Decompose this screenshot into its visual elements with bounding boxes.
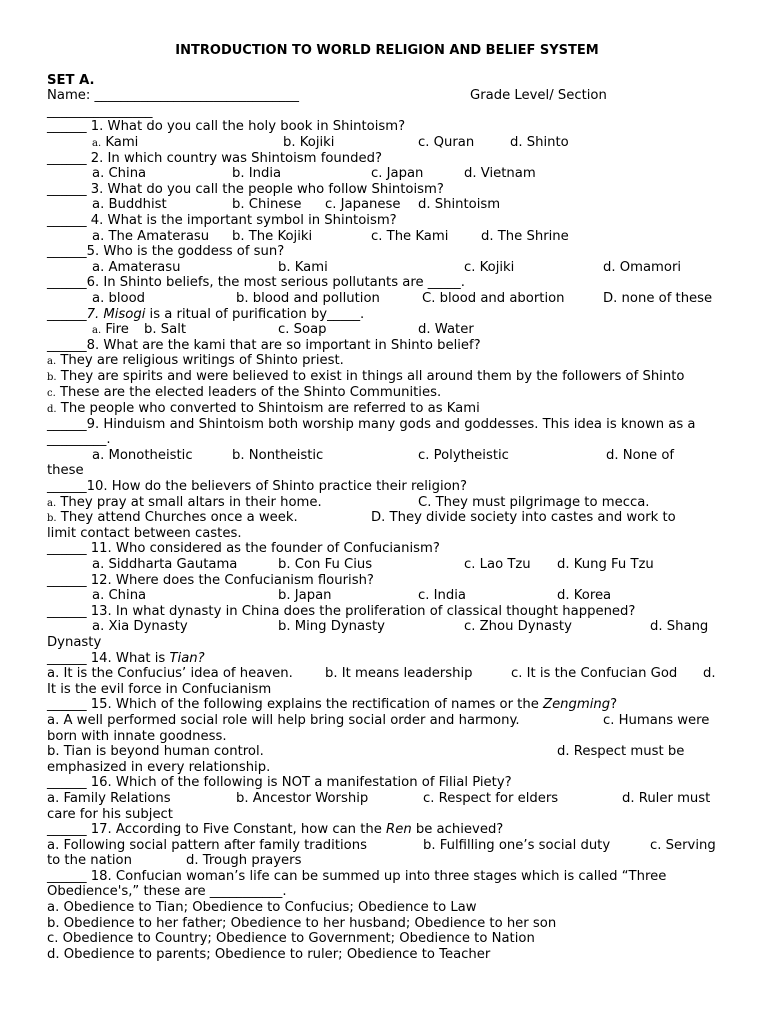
choice-c: c. Japan: [371, 166, 424, 182]
choice-a: Kami: [105, 134, 139, 150]
choices-15-row1: [47, 713, 727, 729]
choice-a: Fire: [105, 322, 129, 338]
choice-d: d. None of: [606, 447, 675, 463]
choice-b: b. blood and pollution: [236, 290, 380, 306]
choice-d: D. They divide society into castes and work to: [371, 510, 676, 526]
question-12: ______ 12. Where does the Confucianism flourish?: [47, 572, 374, 588]
misogi-term: 7. Misogi: [86, 306, 146, 322]
choice-8a: a. They are religious writings of Shinto priest.: [47, 353, 344, 369]
choice-a-letter: a.: [92, 325, 102, 337]
choice-b: b. Nontheistic: [232, 447, 324, 463]
question-11: ______ 11. Who considered as the founder of Confucianism?: [47, 541, 440, 557]
question-16: ______ 16. Which of the following is NOT a manifestation of Filial Piety?: [47, 775, 512, 791]
question-4: ______ 4. What is the important symbol in Shintoism?: [47, 212, 397, 228]
choices-12: [47, 588, 727, 604]
choice-d: d. Water: [418, 322, 474, 338]
choice-c: c. The Kami: [371, 228, 449, 244]
choice-a: a. Following social pattern after family traditions: [47, 837, 367, 853]
choice-b: b. Chinese: [232, 197, 302, 213]
choice-b: b. Salt: [144, 322, 187, 338]
worksheet: [47, 43, 727, 962]
choice-c: c. Zhou Dynasty: [464, 619, 572, 635]
choice-d: D. none of these: [603, 290, 713, 306]
question-7: ______7. Misogi is a ritual of purification by_____.: [47, 306, 365, 322]
choice-18d: d. Obedience to parents; Obedience to ruler; Obedience to Teacher: [47, 946, 491, 962]
question-6: ______6. In Shinto beliefs, the most serious pollutants are _____.: [47, 275, 465, 291]
choice-d: d. Shinto: [510, 134, 569, 150]
question-3: ______ 3. What do you call the people who follow Shintoism?: [47, 181, 444, 197]
grade-blank: ________________: [47, 103, 153, 119]
question-9: ______9. Hinduism and Shintoism both worship many gods and goddesses. This idea is known as a _________.: [47, 416, 696, 448]
choice-b: b. Kami: [278, 259, 328, 275]
choices-17-row1: [47, 838, 727, 854]
choice-b: b. Japan: [278, 588, 332, 604]
question-18: ______ 18. Confucian woman’s life can be summed up into three stages which is called “Three Obedience's,” these are ___________.: [47, 868, 667, 900]
choice-b: b. Ming Dynasty: [278, 619, 385, 635]
choice-d-cont: It is the evil force in Confucianism: [47, 681, 272, 697]
choice-a: a. China: [92, 588, 147, 604]
choice-b: b. India: [232, 166, 282, 182]
choice-b: b. Con Fu Cius: [278, 557, 373, 572]
choice-a: a. Amaterasu: [92, 259, 181, 275]
choice-c: c. Kojiki: [464, 259, 515, 275]
zengming-term: Zengming: [543, 697, 611, 713]
choice-18c: c. Obedience to Country; Obedience to Government; Obedience to Nation: [47, 931, 535, 947]
name-label: Name: _______________________________: [47, 88, 299, 104]
choices-16: [47, 791, 727, 807]
question-2: ______ 2. In which country was Shintoism founded?: [47, 150, 382, 166]
choice-8d: d. The people who converted to Shintoism are referred to as Kami: [47, 401, 480, 417]
grade-label: Grade Level/ Section: [470, 88, 607, 104]
choice-d: d. Shintoism: [418, 197, 501, 213]
choice-d: d. Trough prayers: [186, 853, 302, 869]
choices-10-row1: a. They pray at small altars in their home. C. They must pilgrimage to mecca.: [47, 494, 650, 510]
choices-4: [47, 229, 727, 245]
choice-8c: c. These are the elected leaders of the Shinto Communities.: [47, 385, 442, 401]
choice-c: c. It is the Confucian God: [511, 666, 678, 682]
choice-a: They pray at small altars in their home.: [60, 494, 322, 510]
tian-term: Tian?: [169, 650, 205, 666]
choice-a: a. Buddhist: [92, 197, 167, 213]
choice-c: c. Soap: [278, 322, 327, 338]
choice-d: d. Respect must be: [557, 744, 685, 760]
question-13: ______ 13. In what dynasty in China does the proliferation of classical thought happened?: [47, 603, 636, 619]
choices-9: [47, 448, 727, 464]
choice-b: b. Kojiki: [283, 134, 335, 150]
choice-b: They attend Churches once a week.: [60, 510, 298, 526]
choice-d: d. Shang: [650, 619, 709, 635]
choices-1: [47, 135, 727, 151]
question-1: ______ 1. What do you call the holy book in Shintoism?: [47, 119, 406, 135]
choice-c: c. Japanese: [325, 197, 401, 213]
choice-b: b. The Kojiki: [232, 228, 313, 244]
choice-c-cont: born with innate goodness.: [47, 728, 227, 744]
choices-13: [47, 619, 727, 635]
choices-10-row2: b. They attend Churches once a week. D. They divide society into castes and work to: [47, 510, 676, 526]
choice-8b: b. They are spirits and were believed to exist in things all around them by the followers of Shinto: [47, 368, 685, 384]
choices-14: [47, 666, 727, 682]
choice-d-cont: emphasized in every relationship.: [47, 759, 271, 775]
question-8: ______8. What are the kami that are so important in Shinto belief?: [47, 337, 481, 353]
choice-c: C. blood and abortion: [422, 290, 565, 306]
choices-2: [47, 166, 727, 182]
choice-d-cont: Dynasty: [47, 634, 102, 650]
set-label: SET A.: [47, 72, 95, 88]
choice-c: c. Respect for elders: [423, 790, 559, 806]
question-15: ______ 15. Which of the following explains the rectification of names or the Zengming?: [47, 697, 618, 713]
choice-a: a. Family Relations: [47, 790, 171, 806]
choice-b: b. Ancestor Worship: [236, 790, 369, 806]
choice-a: a. Siddharta Gautama: [92, 557, 238, 572]
choice-a: a. Xia Dynasty: [92, 619, 188, 635]
choice-d-cont: these: [47, 463, 84, 479]
choice-b: b. It means leadership: [325, 666, 473, 682]
choice-a: a. China: [92, 166, 147, 182]
choice-a: a. blood: [92, 290, 146, 306]
ren-term: Ren: [386, 822, 412, 838]
choice-c: c. Lao Tzu: [464, 557, 531, 572]
question-5: ______5. Who is the goddess of sun?: [47, 244, 285, 260]
choices-7: [47, 322, 727, 338]
choice-18b: b. Obedience to her father; Obedience to her husband; Obedience to her son: [47, 915, 557, 931]
choices-17-row2: [47, 853, 727, 869]
choice-d: d. Ruler must: [622, 790, 711, 806]
choice-d: d. Korea: [557, 588, 612, 604]
choice-a: a. A well performed social role will help bring social order and harmony.: [47, 712, 520, 728]
choice-a: a. The Amaterasu: [92, 228, 210, 244]
choice-a: a. Monotheistic: [92, 447, 193, 463]
choices-3: [47, 197, 727, 213]
choice-d: d.: [703, 666, 716, 682]
choice-d: d. Kung Fu Tzu: [557, 557, 654, 572]
choice-d-cont: limit contact between castes.: [47, 525, 242, 541]
choices-6: [47, 291, 727, 307]
choice-d: d. The Shrine: [481, 228, 569, 244]
choice-c: c. Quran: [418, 134, 475, 150]
choice-c: c. Humans were: [603, 712, 710, 728]
question-10: ______10. How do the believers of Shinto practice their religion?: [47, 479, 468, 495]
choice-b: b. Fulfilling one’s social duty: [423, 837, 611, 853]
choice-c: c. India: [418, 588, 466, 604]
question-14: ______ 14. What is Tian?: [47, 650, 205, 666]
choice-c: C. They must pilgrimage to mecca.: [418, 494, 650, 510]
page-title: INTRODUCTION TO WORLD RELIGION AND BELIEF SYSTEM: [175, 43, 599, 58]
choice-a: a. It is the Confucius’ idea of heaven.: [47, 666, 293, 682]
choice-d: d. Omamori: [603, 259, 682, 275]
choice-c: c. Serving: [650, 837, 716, 853]
choice-c-cont: to the nation: [47, 853, 132, 869]
choice-a-letter: a.: [92, 137, 102, 149]
choices-15-row2: [47, 744, 727, 760]
choice-d-cont: care for his subject: [47, 806, 173, 822]
name-row: [47, 88, 727, 104]
choices-11: [47, 557, 727, 573]
choices-5: [47, 260, 727, 276]
choice-d: d. Vietnam: [464, 166, 536, 182]
choice-18a: a. Obedience to Tian; Obedience to Confucius; Obedience to Law: [47, 900, 477, 916]
choice-c: c. Polytheistic: [418, 447, 509, 463]
question-17: ______ 17. According to Five Constant, how can the Ren be achieved?: [47, 822, 504, 838]
choice-b: b. Tian is beyond human control.: [47, 744, 264, 760]
